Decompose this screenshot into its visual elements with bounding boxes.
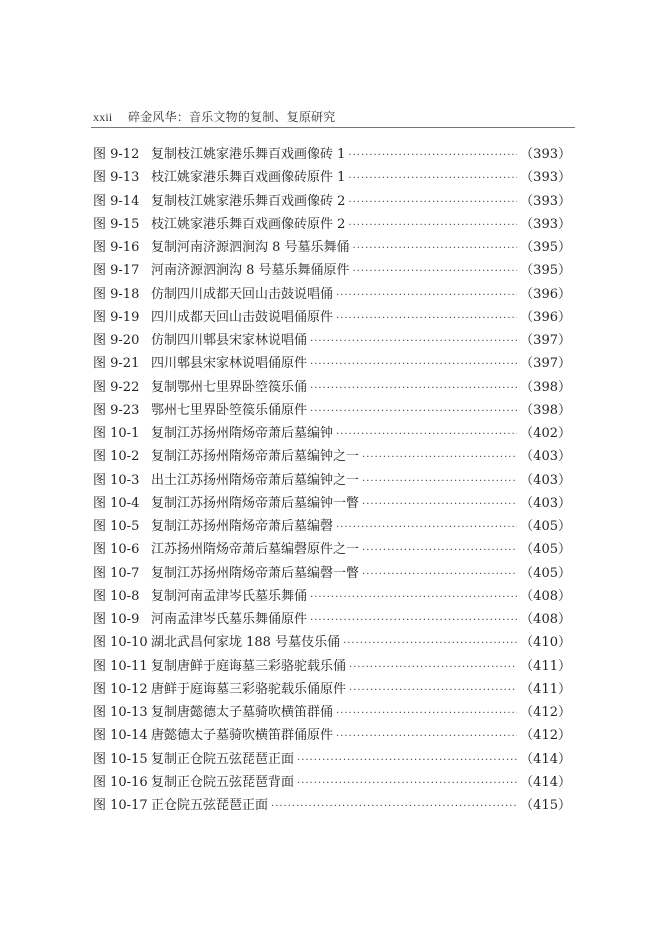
figure-title: 湖北武昌何家垅 188 号墓伎乐俑 bbox=[151, 635, 341, 651]
figure-title: 唐鲜于庭诲墓三彩骆驼载乐俑原件 bbox=[151, 681, 347, 697]
figure-title: 复制唐鲜于庭诲墓三彩骆驼载乐俑 bbox=[151, 658, 347, 674]
page-reference: （397） bbox=[520, 356, 571, 372]
figure-number: 图 10-11 bbox=[93, 658, 148, 674]
figure-number: 图 9-14 bbox=[93, 193, 140, 209]
figure-list bbox=[93, 143, 571, 817]
figure-title: 正仓院五弦琵琶正面 bbox=[151, 798, 269, 813]
toc-entry bbox=[93, 562, 571, 585]
toc-entry bbox=[93, 329, 571, 352]
dot-leader bbox=[362, 563, 517, 586]
page-reference: （393） bbox=[520, 216, 571, 232]
page-reference: （412） bbox=[520, 705, 571, 720]
figure-title: 复制枝江姚家港乐舞百戏画像砖 1 bbox=[151, 147, 346, 162]
figure-number: 图 10-8 bbox=[93, 588, 140, 604]
figure-number: 图 9-22 bbox=[93, 379, 140, 395]
dot-leader bbox=[348, 214, 517, 237]
page-reference: （393） bbox=[520, 170, 571, 186]
page-reference: （411） bbox=[520, 658, 571, 674]
toc-entry bbox=[93, 631, 571, 654]
page-reference: （395） bbox=[520, 240, 571, 255]
figure-title: 复制江苏扬州隋炀帝萧后墓编钟 bbox=[151, 426, 334, 441]
page-reference: （403） bbox=[520, 495, 571, 511]
page-reference: （414） bbox=[520, 751, 571, 767]
figure-title: 河南孟津岑氏墓乐舞俑原件 bbox=[151, 612, 308, 627]
figure-title: 复制鄂州七里界卧箜篌乐俑 bbox=[151, 379, 308, 395]
dot-leader bbox=[310, 609, 517, 632]
page-reference: （405） bbox=[520, 565, 571, 581]
page-reference: （398） bbox=[520, 379, 571, 395]
figure-number: 图 9-16 bbox=[93, 240, 140, 255]
figure-title: 枝江姚家港乐舞百戏画像砖原件 1 bbox=[151, 170, 346, 186]
dot-leader bbox=[348, 144, 517, 167]
dot-leader bbox=[310, 400, 517, 423]
figure-title: 复制正仓院五弦琵琶正面 bbox=[151, 751, 295, 767]
toc-entry bbox=[93, 306, 571, 329]
figure-number: 图 10-7 bbox=[93, 565, 140, 581]
toc-entry bbox=[93, 190, 571, 213]
page-reference: （395） bbox=[520, 263, 571, 279]
dot-leader bbox=[310, 330, 517, 353]
figure-title: 鄂州七里界卧箜篌乐俑原件 bbox=[151, 402, 308, 418]
toc-entry bbox=[93, 655, 571, 678]
figure-number: 图 9-15 bbox=[93, 216, 140, 232]
toc-entry bbox=[93, 608, 571, 631]
dot-leader bbox=[336, 284, 517, 307]
figure-title: 仿制四川成都天回山击鼓说唱俑 bbox=[151, 286, 334, 302]
figure-number: 图 10-15 bbox=[93, 751, 148, 767]
dot-leader bbox=[310, 353, 517, 376]
page-reference: （410） bbox=[520, 635, 571, 651]
toc-entry bbox=[93, 748, 571, 771]
figure-title: 复制河南济源泗涧沟 8 号墓乐舞俑 bbox=[151, 240, 350, 255]
header-book-title: 碎金风华：音乐文物的复制、复原研究 bbox=[128, 110, 336, 124]
figure-number: 图 9-18 bbox=[93, 286, 140, 302]
page-reference: （396） bbox=[520, 309, 571, 325]
toc-entry bbox=[93, 376, 571, 399]
figure-title: 出土江苏扬州隋炀帝萧后墓编钟之一 bbox=[151, 472, 360, 488]
figure-number: 图 10-2 bbox=[93, 449, 140, 465]
toc-entry bbox=[93, 538, 571, 561]
dot-leader bbox=[336, 702, 517, 725]
dot-leader bbox=[310, 586, 517, 609]
figure-title: 复制枝江姚家港乐舞百戏画像砖 2 bbox=[151, 193, 346, 209]
figure-title: 复制江苏扬州隋炀帝萧后墓编钟一瞥 bbox=[151, 495, 360, 511]
page-reference: （415） bbox=[520, 798, 571, 813]
figure-title: 四川郫县宋家林说唱俑原件 bbox=[151, 356, 308, 372]
toc-entry bbox=[93, 469, 571, 492]
page-reference: （403） bbox=[520, 449, 571, 465]
figure-number: 图 9-17 bbox=[93, 263, 140, 279]
figure-title: 复制正仓院五弦琵琶背面 bbox=[151, 774, 295, 790]
figure-title: 复制江苏扬州隋炀帝萧后墓编磬一瞥 bbox=[151, 565, 360, 581]
toc-entry bbox=[93, 399, 571, 422]
figure-number: 图 10-5 bbox=[93, 519, 140, 534]
dot-leader bbox=[362, 493, 517, 516]
toc-entry bbox=[93, 492, 571, 515]
dot-leader bbox=[336, 307, 517, 330]
dot-leader bbox=[349, 656, 517, 679]
figure-title: 唐懿德太子墓骑吹横笛群俑原件 bbox=[151, 728, 334, 744]
page-reference: （396） bbox=[520, 286, 571, 302]
running-header bbox=[93, 108, 573, 125]
dot-leader bbox=[362, 446, 517, 469]
toc-entry bbox=[93, 259, 571, 282]
figure-title: 河南济源泗涧沟 8 号墓乐舞俑原件 bbox=[151, 263, 350, 279]
dot-leader bbox=[336, 725, 517, 748]
page-reference: （397） bbox=[520, 333, 571, 348]
dot-leader bbox=[348, 167, 517, 190]
toc-entry bbox=[93, 236, 571, 259]
figure-number: 图 9-19 bbox=[93, 309, 140, 325]
figure-number: 图 9-20 bbox=[93, 333, 140, 348]
figure-title: 复制江苏扬州隋炀帝萧后墓编钟之一 bbox=[151, 449, 360, 465]
dot-leader bbox=[348, 191, 517, 214]
page-reference: （402） bbox=[520, 426, 571, 441]
dot-leader bbox=[336, 423, 517, 446]
toc-entry bbox=[93, 166, 571, 189]
figure-title: 复制河南孟津岑氏墓乐舞俑 bbox=[151, 588, 308, 604]
figure-number: 图 9-12 bbox=[93, 147, 140, 162]
toc-entry bbox=[93, 422, 571, 445]
toc-entry bbox=[93, 283, 571, 306]
toc-entry bbox=[93, 701, 571, 724]
figure-number: 图 9-21 bbox=[93, 356, 140, 372]
page-reference: （403） bbox=[520, 472, 571, 488]
page-reference: （414） bbox=[520, 774, 571, 790]
figure-number: 图 10-13 bbox=[93, 705, 148, 720]
figure-title: 枝江姚家港乐舞百戏画像砖原件 2 bbox=[151, 216, 346, 232]
figure-number: 图 10-14 bbox=[93, 728, 148, 744]
dot-leader bbox=[297, 772, 517, 795]
dot-leader bbox=[349, 679, 517, 702]
page-reference: （411） bbox=[520, 681, 571, 697]
figure-number: 图 9-23 bbox=[93, 402, 140, 418]
dot-leader bbox=[353, 237, 518, 260]
figure-number: 图 9-13 bbox=[93, 170, 140, 186]
page-reference: （393） bbox=[520, 147, 571, 162]
toc-entry bbox=[93, 445, 571, 468]
figure-title: 四川成都天回山击鼓说唱俑原件 bbox=[151, 309, 334, 325]
toc-entry bbox=[93, 794, 571, 817]
toc-entry bbox=[93, 585, 571, 608]
figure-number: 图 10-12 bbox=[93, 681, 148, 697]
dot-leader bbox=[336, 516, 517, 539]
dot-leader bbox=[343, 632, 517, 655]
figure-number: 图 10-6 bbox=[93, 542, 140, 558]
header-page-number: xxii bbox=[93, 110, 113, 124]
figure-title: 复制唐懿德太子墓骑吹横笛群俑 bbox=[151, 705, 334, 720]
figure-title: 仿制四川郫县宋家林说唱俑 bbox=[151, 333, 308, 348]
figure-number: 图 10-9 bbox=[93, 612, 140, 627]
page-reference: （405） bbox=[520, 542, 571, 558]
page-reference: （393） bbox=[520, 193, 571, 209]
toc-entry bbox=[93, 771, 571, 794]
page-reference: （408） bbox=[520, 612, 571, 627]
dot-leader bbox=[297, 749, 517, 772]
toc-entry bbox=[93, 352, 571, 375]
page-reference: （408） bbox=[520, 588, 571, 604]
figure-number: 图 10-1 bbox=[93, 426, 140, 441]
dot-leader bbox=[362, 470, 517, 493]
toc-entry bbox=[93, 213, 571, 236]
dot-leader bbox=[362, 539, 517, 562]
page-reference: （405） bbox=[520, 519, 571, 534]
figure-number: 图 10-16 bbox=[93, 774, 148, 790]
toc-entry bbox=[93, 143, 571, 166]
dot-leader bbox=[353, 260, 518, 283]
figure-title: 江苏扬州隋炀帝萧后墓编磬原件之一 bbox=[151, 542, 360, 558]
page-reference: （412） bbox=[520, 728, 571, 744]
page-reference: （398） bbox=[520, 402, 571, 418]
toc-entry bbox=[93, 678, 571, 701]
dot-leader bbox=[271, 795, 517, 818]
figure-title: 复制江苏扬州隋炀帝萧后墓编磬 bbox=[151, 519, 334, 534]
figure-number: 图 10-10 bbox=[93, 635, 148, 651]
figure-number: 图 10-17 bbox=[93, 798, 148, 813]
toc-entry bbox=[93, 515, 571, 538]
header-divider bbox=[91, 127, 575, 128]
toc-entry bbox=[93, 724, 571, 747]
figure-number: 图 10-4 bbox=[93, 495, 140, 511]
figure-number: 图 10-3 bbox=[93, 472, 140, 488]
dot-leader bbox=[310, 377, 517, 400]
